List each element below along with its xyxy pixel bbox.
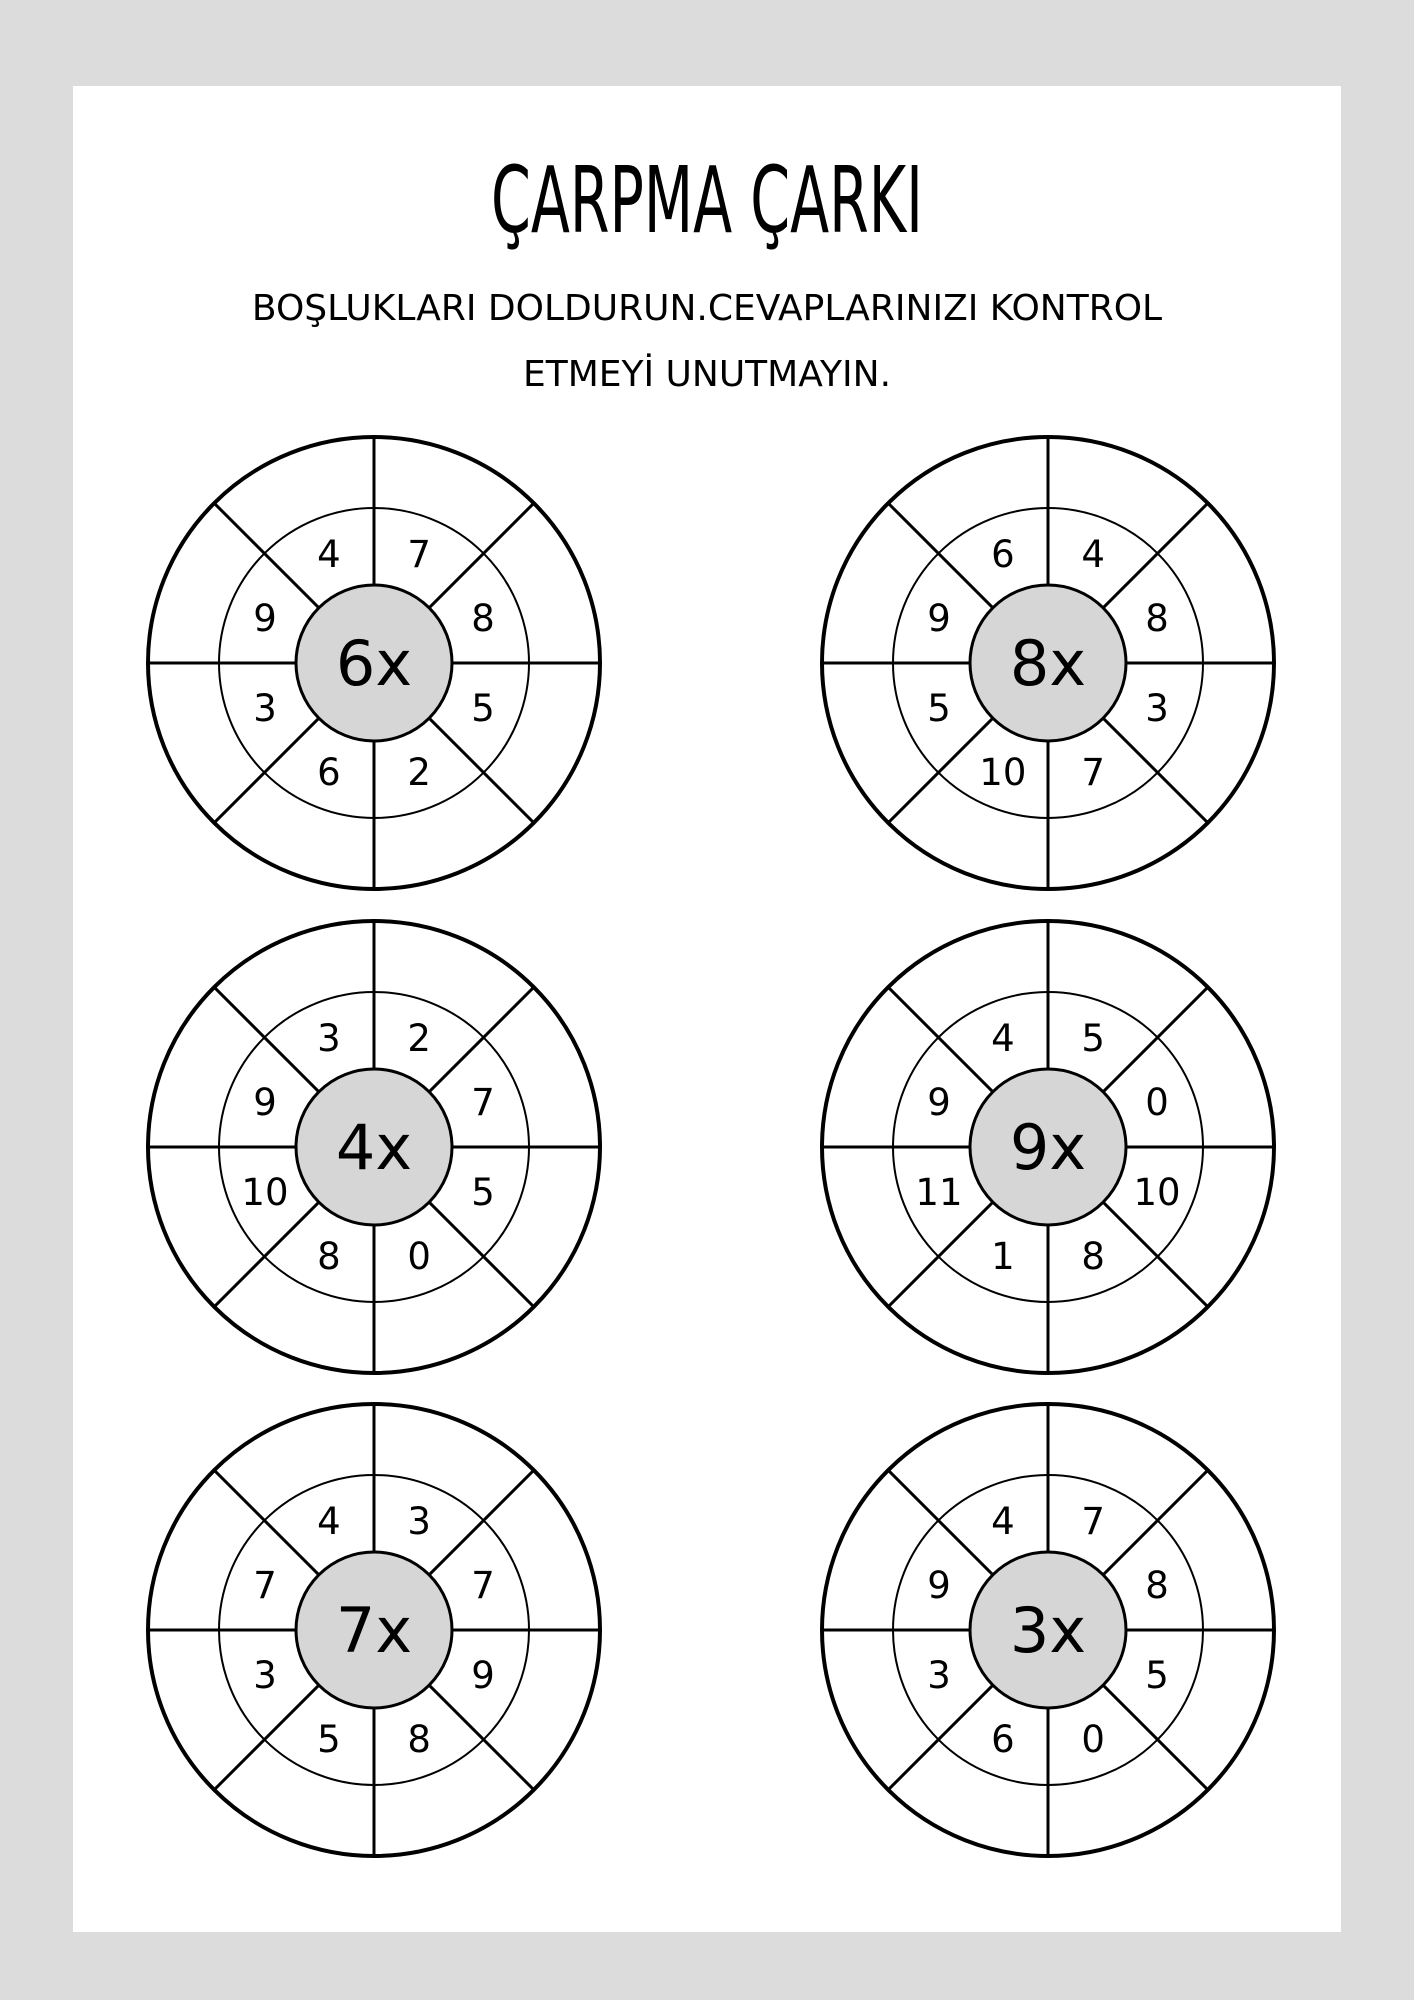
factor-number: 0 xyxy=(1145,1080,1169,1124)
factor-number: 8 xyxy=(471,596,495,640)
factor-number: 5 xyxy=(471,1171,495,1215)
instructions-line-2: ETMEYİ UNUTMAYIN. xyxy=(522,354,892,395)
factor-number: 11 xyxy=(915,1171,963,1215)
factor-number: 9 xyxy=(927,1563,951,1607)
instructions-line-1: BOŞLUKLARI DOLDURUN.CEVAPLARINIZI KONTROL xyxy=(251,288,1163,329)
factor-number: 5 xyxy=(927,687,951,731)
factor-number: 0 xyxy=(1081,1718,1105,1762)
multiplication-wheel xyxy=(148,1404,600,1856)
factor-number: 7 xyxy=(1081,1499,1105,1543)
factor-number: 9 xyxy=(253,596,277,640)
factor-number: 10 xyxy=(979,751,1027,795)
factor-number: 3 xyxy=(253,1654,277,1698)
factor-number: 8 xyxy=(1145,596,1169,640)
factor-number: 2 xyxy=(407,751,431,795)
factor-number: 3 xyxy=(407,1499,431,1543)
factor-number: 3 xyxy=(253,687,277,731)
multiplier-label: 7x xyxy=(335,1594,413,1667)
factor-number: 9 xyxy=(471,1654,495,1698)
multiplication-wheel xyxy=(822,921,1274,1373)
factor-number: 10 xyxy=(241,1171,289,1215)
factor-number: 5 xyxy=(317,1718,341,1762)
factor-number: 5 xyxy=(471,687,495,731)
factor-number: 4 xyxy=(991,1016,1015,1060)
factor-number: 9 xyxy=(253,1080,277,1124)
factor-number: 7 xyxy=(1081,751,1105,795)
multiplication-wheel xyxy=(148,437,600,889)
factor-number: 2 xyxy=(407,1016,431,1060)
multiplier-label: 8x xyxy=(1009,627,1087,700)
factor-number: 6 xyxy=(317,751,341,795)
factor-number: 7 xyxy=(407,532,431,576)
factor-number: 9 xyxy=(927,596,951,640)
factor-number: 4 xyxy=(317,532,341,576)
factor-number: 7 xyxy=(471,1563,495,1607)
multiplication-wheel xyxy=(148,921,600,1373)
multiplier-label: 4x xyxy=(335,1111,413,1184)
factor-number: 7 xyxy=(471,1080,495,1124)
factor-number: 8 xyxy=(317,1235,341,1279)
factor-number: 4 xyxy=(1081,532,1105,576)
factor-number: 3 xyxy=(927,1654,951,1698)
factor-number: 6 xyxy=(991,1718,1015,1762)
factor-number: 9 xyxy=(927,1080,951,1124)
multiplication-wheel xyxy=(822,1404,1274,1856)
multiplier-label: 3x xyxy=(1009,1594,1087,1667)
multiplication-wheel xyxy=(822,437,1274,889)
factor-number: 10 xyxy=(1133,1171,1181,1215)
factor-number: 7 xyxy=(253,1563,277,1607)
factor-number: 0 xyxy=(407,1235,431,1279)
factor-number: 8 xyxy=(407,1718,431,1762)
page-title: ÇARPMA ÇARKI xyxy=(491,147,923,254)
factor-number: 5 xyxy=(1145,1654,1169,1698)
factor-number: 6 xyxy=(991,532,1015,576)
factor-number: 4 xyxy=(991,1499,1015,1543)
factor-number: 8 xyxy=(1081,1235,1105,1279)
factor-number: 1 xyxy=(991,1235,1015,1279)
factor-number: 3 xyxy=(317,1016,341,1060)
multiplier-label: 9x xyxy=(1009,1111,1087,1184)
factor-number: 8 xyxy=(1145,1563,1169,1607)
factor-number: 4 xyxy=(317,1499,341,1543)
multiplier-label: 6x xyxy=(335,627,413,700)
factor-number: 3 xyxy=(1145,687,1169,731)
factor-number: 5 xyxy=(1081,1016,1105,1060)
